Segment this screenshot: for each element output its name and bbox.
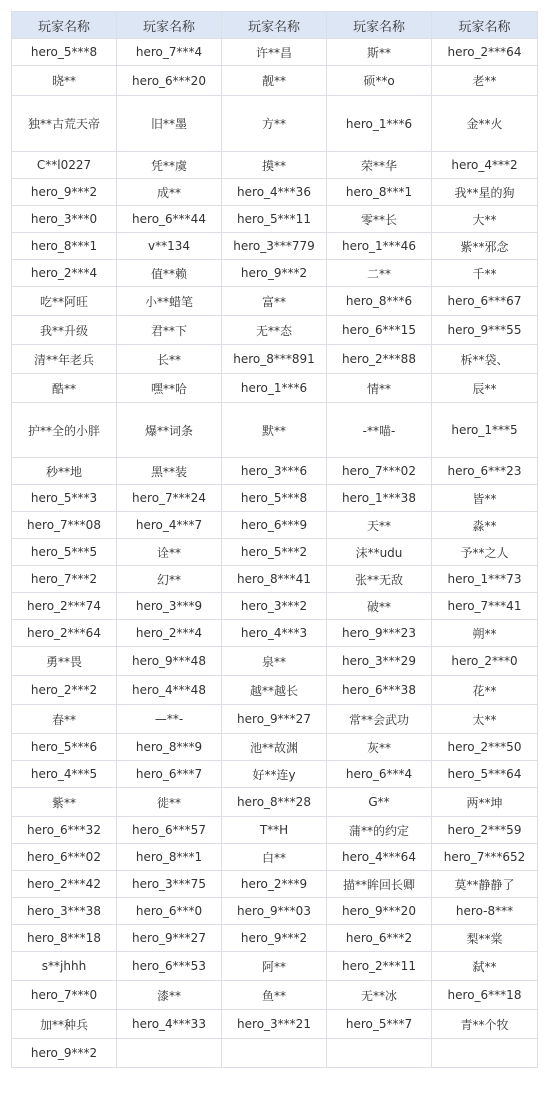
player-name-cell: 池**故渊 — [222, 734, 327, 761]
player-name-cell: 独**古荒天帝 — [12, 96, 117, 152]
player-name-cell: 莫**静静了 — [432, 871, 538, 898]
player-name-cell: hero_6***2 — [327, 925, 432, 952]
player-name-cell: 靓** — [222, 66, 327, 96]
player-name-cell: hero_6***02 — [12, 844, 117, 871]
player-name-cell: hero_2***42 — [12, 871, 117, 898]
player-name-cell: -**喵- — [327, 403, 432, 458]
player-name-cell: hero_2***4 — [117, 620, 222, 647]
player-name-cell: 幻** — [117, 566, 222, 593]
player-name-cell: hero_6***53 — [117, 952, 222, 981]
player-name-cell: 皆** — [432, 485, 538, 512]
player-name-cell: hero_2***11 — [327, 952, 432, 981]
player-name-cell: hero_2***0 — [432, 647, 538, 676]
column-header: 玩家名称 — [12, 12, 117, 39]
table-row — [12, 676, 538, 705]
table-row — [12, 761, 538, 788]
player-name-cell: 泉** — [222, 647, 327, 676]
player-name-cell: hero_3***29 — [327, 647, 432, 676]
player-name-cell: 爆**词条 — [117, 403, 222, 458]
table-row — [12, 898, 538, 925]
table-row — [12, 788, 538, 817]
player-name-cell: hero_9***2 — [222, 260, 327, 287]
player-name-cell: hero_6***15 — [327, 316, 432, 345]
player-name-cell: hero_3***75 — [117, 871, 222, 898]
player-name-cell: hero_9***23 — [327, 620, 432, 647]
player-name-cell: hero_2***2 — [12, 676, 117, 705]
player-name-cell: 斯** — [327, 39, 432, 66]
player-name-cell: hero_4***48 — [117, 676, 222, 705]
player-name-cell: 我**星的狗 — [432, 179, 538, 206]
player-name-cell: hero_7***41 — [432, 593, 538, 620]
player-name-cell: hero_6***7 — [117, 761, 222, 788]
player-name-cell: 青**个牧 — [432, 1010, 538, 1039]
player-name-cell: hero_5***64 — [432, 761, 538, 788]
player-name-cell: hero_6***44 — [117, 206, 222, 233]
player-name-cell: 灰** — [327, 734, 432, 761]
player-name-cell: hero_7***4 — [117, 39, 222, 66]
table-row — [12, 206, 538, 233]
table-row — [12, 316, 538, 345]
player-name-cell: hero_8***1 — [12, 233, 117, 260]
player-name-cell: hero_9***2 — [12, 1039, 117, 1068]
player-name-cell — [432, 1039, 538, 1068]
player-name-cell: 值**赖 — [117, 260, 222, 287]
player-name-cell: 春** — [12, 705, 117, 734]
player-name-cell: 大** — [432, 206, 538, 233]
player-name-cell: hero_9***27 — [222, 705, 327, 734]
player-name-cell: hero_7***08 — [12, 512, 117, 539]
player-name-cell: hero_7***24 — [117, 485, 222, 512]
player-name-cell: hero_4***2 — [432, 152, 538, 179]
player-name-cell: hero_2***4 — [12, 260, 117, 287]
table-row — [12, 647, 538, 676]
player-name-cell: hero_2***88 — [327, 345, 432, 374]
player-name-cell: 梨**棠 — [432, 925, 538, 952]
player-name-cell: hero_2***50 — [432, 734, 538, 761]
player-name-cell: 小**蜡笔 — [117, 287, 222, 316]
player-name-cell: hero_8***1 — [327, 179, 432, 206]
player-name-cell: 描**眸回长卿 — [327, 871, 432, 898]
player-name-cell: hero_6***9 — [222, 512, 327, 539]
table-row — [12, 179, 538, 206]
table-row — [12, 705, 538, 734]
player-name-cell: hero_7***02 — [327, 458, 432, 485]
player-name-cell: 老** — [432, 66, 538, 96]
player-name-cell: hero_3***21 — [222, 1010, 327, 1039]
player-name-cell: hero_3***779 — [222, 233, 327, 260]
player-name-cell: hero_2***9 — [222, 871, 327, 898]
player-name-cell: 两**坤 — [432, 788, 538, 817]
player-name-cell: hero_4***5 — [12, 761, 117, 788]
player-name-cell: hero_5***2 — [222, 539, 327, 566]
player-name-cell: hero_2***64 — [432, 39, 538, 66]
player-name-cell: hero_6***18 — [432, 981, 538, 1010]
table-row — [12, 458, 538, 485]
player-name-cell: G** — [327, 788, 432, 817]
table-row — [12, 817, 538, 844]
player-name-cell: 紫**邪念 — [432, 233, 538, 260]
player-name-cell: 沫**udu — [327, 539, 432, 566]
player-name-cell: 淼** — [432, 512, 538, 539]
player-name-cell: 紫** — [12, 788, 117, 817]
player-name-cell: hero_9***03 — [222, 898, 327, 925]
player-name-cell: 予**之人 — [432, 539, 538, 566]
player-name-cell: hero_8***891 — [222, 345, 327, 374]
table-row — [12, 620, 538, 647]
table-row — [12, 734, 538, 761]
player-name-cell: 我**升级 — [12, 316, 117, 345]
player-name-cell: 太** — [432, 705, 538, 734]
player-name-cell: hero_5***8 — [12, 39, 117, 66]
player-name-cell: hero_4***36 — [222, 179, 327, 206]
table-row — [12, 485, 538, 512]
player-name-cell: hero_7***652 — [432, 844, 538, 871]
player-name-cell: hero_6***57 — [117, 817, 222, 844]
player-name-cell: 金**火 — [432, 96, 538, 152]
player-name-cell: hero_6***67 — [432, 287, 538, 316]
player-name-cell: hero_8***9 — [117, 734, 222, 761]
player-name-cell: 蒲**的约定 — [327, 817, 432, 844]
table-row — [12, 566, 538, 593]
player-name-cell: hero_3***9 — [117, 593, 222, 620]
player-name-cell: 诠** — [117, 539, 222, 566]
player-name-cell: 白** — [222, 844, 327, 871]
player-name-cell: 酷** — [12, 374, 117, 403]
player-name-cell: hero_3***38 — [12, 898, 117, 925]
player-name-cell — [327, 1039, 432, 1068]
player-name-cell: hero_8***18 — [12, 925, 117, 952]
player-name-cell: hero_8***41 — [222, 566, 327, 593]
player-name-cell: s**jhhh — [12, 952, 117, 981]
player-name-cell: v**134 — [117, 233, 222, 260]
player-name-cell: —**- — [117, 705, 222, 734]
player-name-cell: hero_4***33 — [117, 1010, 222, 1039]
table-row — [12, 512, 538, 539]
player-name-cell: 黑**装 — [117, 458, 222, 485]
player-name-cell: hero_1***6 — [327, 96, 432, 152]
player-name-cell: 秒**地 — [12, 458, 117, 485]
player-name-cell: hero_6***20 — [117, 66, 222, 96]
player-name-cell: 吃**阿旺 — [12, 287, 117, 316]
player-name-cell: C**l0227 — [12, 152, 117, 179]
column-header: 玩家名称 — [117, 12, 222, 39]
column-header: 玩家名称 — [432, 12, 538, 39]
player-name-cell: hero_3***0 — [12, 206, 117, 233]
table-row — [12, 287, 538, 316]
table-row — [12, 844, 538, 871]
player-name-cell: 勇**畏 — [12, 647, 117, 676]
player-name-cell: 常**会武功 — [327, 705, 432, 734]
player-name-cell: 凭**虞 — [117, 152, 222, 179]
player-name-cell — [222, 1039, 327, 1068]
table-row — [12, 39, 538, 66]
player-name-cell: 护**全的小胖 — [12, 403, 117, 458]
player-name-cell: 朔** — [432, 620, 538, 647]
player-name-cell: hero_5***5 — [12, 539, 117, 566]
player-name-cell: 长** — [117, 345, 222, 374]
player-name-cell: 鱼** — [222, 981, 327, 1010]
player-name-cell: hero_9***2 — [222, 925, 327, 952]
player-name-cell: hero_3***6 — [222, 458, 327, 485]
player-name-cell: hero_5***3 — [12, 485, 117, 512]
player-name-cell: 二** — [327, 260, 432, 287]
table-row — [12, 952, 538, 981]
player-name-cell: hero_9***27 — [117, 925, 222, 952]
player-name-cell: hero_3***2 — [222, 593, 327, 620]
player-name-cell: 张**无敌 — [327, 566, 432, 593]
player-name-cell: hero_6***38 — [327, 676, 432, 705]
table-row — [12, 925, 538, 952]
player-name-cell: 天** — [327, 512, 432, 539]
player-name-cell: hero_9***2 — [12, 179, 117, 206]
player-name-cell: 阿** — [222, 952, 327, 981]
player-name-cell: hero_4***7 — [117, 512, 222, 539]
player-name-cell: 君**下 — [117, 316, 222, 345]
table-row — [12, 233, 538, 260]
player-name-cell: 加**种兵 — [12, 1010, 117, 1039]
player-name-cell: hero_7***2 — [12, 566, 117, 593]
player-name-cell: hero_8***6 — [327, 287, 432, 316]
player-name-cell: T**H — [222, 817, 327, 844]
player-name-cell: hero_8***1 — [117, 844, 222, 871]
table-row — [12, 981, 538, 1010]
player-name-cell: hero_1***6 — [222, 374, 327, 403]
player-name-cell: 无**冰 — [327, 981, 432, 1010]
player-name-cell: hero_1***73 — [432, 566, 538, 593]
player-name-cell: 嘿**哈 — [117, 374, 222, 403]
player-name-cell: 徙** — [117, 788, 222, 817]
player-name-cell: 柝**袋、 — [432, 345, 538, 374]
player-name-cell: 旧**墨 — [117, 96, 222, 152]
player-name-cell: 弑** — [432, 952, 538, 981]
player-name-cell: hero_5***6 — [12, 734, 117, 761]
table-row — [12, 345, 538, 374]
column-header: 玩家名称 — [327, 12, 432, 39]
header-row — [12, 12, 538, 39]
player-name-cell: hero_2***59 — [432, 817, 538, 844]
player-name-cell: 辰** — [432, 374, 538, 403]
player-name-cell: hero_5***8 — [222, 485, 327, 512]
player-name-cell: 摸** — [222, 152, 327, 179]
player-name-cell: 硕**o — [327, 66, 432, 96]
player-name-table — [11, 11, 538, 1068]
player-name-cell: hero_2***64 — [12, 620, 117, 647]
player-name-cell: hero_9***55 — [432, 316, 538, 345]
table-row — [12, 871, 538, 898]
player-name-cell: 情** — [327, 374, 432, 403]
player-name-cell — [117, 1039, 222, 1068]
player-name-cell: 破** — [327, 593, 432, 620]
column-header: 玩家名称 — [222, 12, 327, 39]
player-name-cell: 好**连y — [222, 761, 327, 788]
player-name-cell: hero_1***38 — [327, 485, 432, 512]
player-name-cell: hero_4***3 — [222, 620, 327, 647]
player-name-cell: 无**态 — [222, 316, 327, 345]
player-name-cell: hero_9***20 — [327, 898, 432, 925]
table-row — [12, 539, 538, 566]
table-row — [12, 152, 538, 179]
table-row — [12, 593, 538, 620]
player-name-cell: 富** — [222, 287, 327, 316]
player-name-cell: 千** — [432, 260, 538, 287]
player-name-cell: 零**长 — [327, 206, 432, 233]
player-name-cell: 荣**华 — [327, 152, 432, 179]
player-name-cell: hero_2***74 — [12, 593, 117, 620]
player-name-cell: hero_4***64 — [327, 844, 432, 871]
player-name-cell: 许**昌 — [222, 39, 327, 66]
table-row — [12, 1039, 538, 1068]
table-row — [12, 1010, 538, 1039]
player-name-cell: hero_8***28 — [222, 788, 327, 817]
table-row — [12, 96, 538, 152]
player-name-cell: hero_6***0 — [117, 898, 222, 925]
player-name-cell: 默** — [222, 403, 327, 458]
player-name-cell: hero_6***4 — [327, 761, 432, 788]
player-name-cell: 晓** — [12, 66, 117, 96]
player-name-cell: hero_5***11 — [222, 206, 327, 233]
player-name-cell: 成** — [117, 179, 222, 206]
player-name-cell: hero_6***32 — [12, 817, 117, 844]
player-name-cell: hero_6***23 — [432, 458, 538, 485]
player-name-cell: hero_1***46 — [327, 233, 432, 260]
table-row — [12, 66, 538, 96]
player-name-cell: 漆** — [117, 981, 222, 1010]
player-name-cell: hero-8*** — [432, 898, 538, 925]
player-name-cell: 清**年老兵 — [12, 345, 117, 374]
player-name-cell: hero_1***5 — [432, 403, 538, 458]
table-row — [12, 260, 538, 287]
player-name-cell: 越**越长 — [222, 676, 327, 705]
player-name-cell: hero_7***0 — [12, 981, 117, 1010]
player-name-cell: 花** — [432, 676, 538, 705]
player-name-cell: hero_5***7 — [327, 1010, 432, 1039]
table-row — [12, 374, 538, 403]
player-name-cell: 方** — [222, 96, 327, 152]
table-row — [12, 403, 538, 458]
player-name-cell: hero_9***48 — [117, 647, 222, 676]
